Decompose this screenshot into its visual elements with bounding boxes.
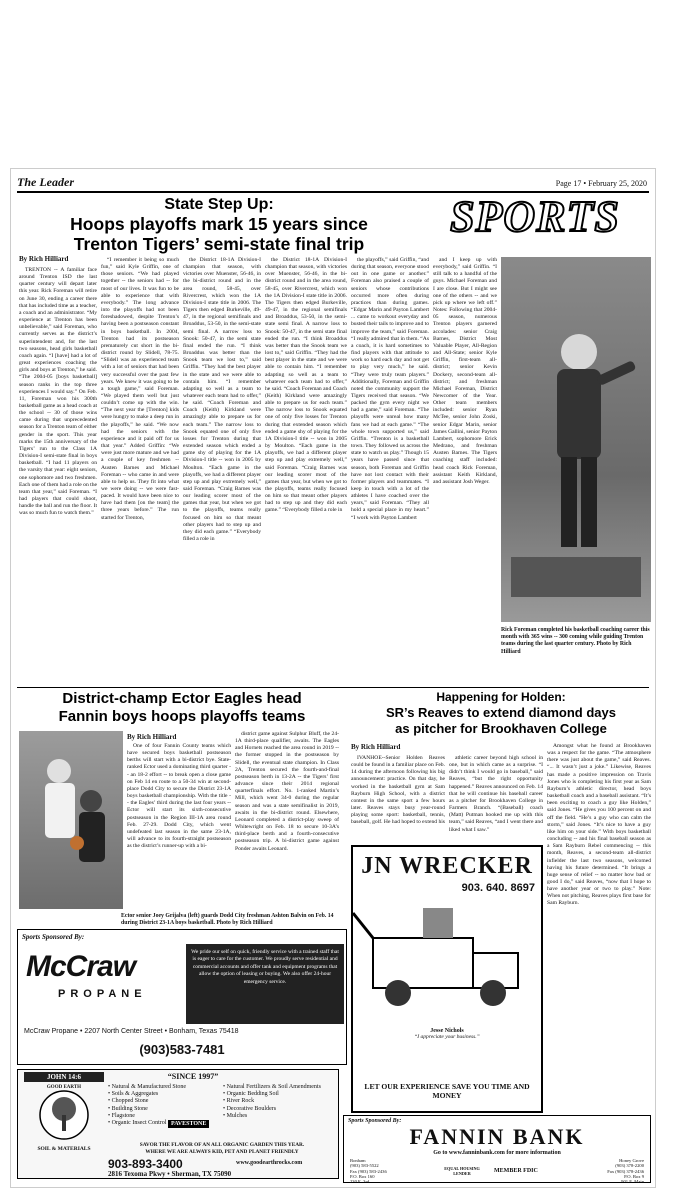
story2-byline: By Rich Hilliard [127,733,177,741]
good-earth-address: 2816 Texoma Pkwy • Sherman, TX 75090 [108,1170,232,1178]
tow-truck-icon [353,898,541,1028]
story1-column-2: “I remember it being so much fun,” said Kyle Griffin, one of those seniors. “We had played together -- the seniors had -- for most of our lives. It was fun to be able to experience that with everybody.” The long advance into the playoffs had not been foreshadowed, despite Trenton’s having been a postseason constant in boys basketball. In 2004, Trenton had its postseason prematurely cut short in the bi-district round by Slidell, 78-75. “Slidell was an experienced team with a lot of seniors that had been very successful over the past few years. We knew it was going to be a tough game,” said Foreman. “We played them well but just couldn’t come up with the win. “The next year the [Trenton] kids were hungry to make a deep run in the playoffs,” he said. “We now had the seniors with the experience and it paid off for us that year.” Added Griffin: “We were just more mature and we had a couple of key freshmen -- Austen Barnes and Michael Foreman -- who came in and were able to help us. They fit into what we were doing -- we were fast-paced. It would have been nice to have had them [on the team] the three years before.” The run started for Trenton, [101,257,179,521]
good-earth-items-left: • Natural & Manufactured Stone • Soils & Aggregates • Chopped Stone • Building Stone • Flagstone • Organic Insect Control [108,1084,187,1126]
players-figure-icon [19,731,123,909]
equal-housing-lender: EQUAL HOUSING LENDER [444,1166,480,1176]
story3-headline-1: SR’s Reaves to extend diamond days [386,705,616,720]
fannin-bank-ad [343,1115,651,1183]
fannin-sponsor-label: Sports Sponsored By: [348,1118,402,1124]
tree-logo-icon [24,1085,104,1145]
good-earth-brand-top: GOOD EARTH [46,1085,82,1090]
story3-byline: By Rich Hilliard [351,743,401,751]
story1-column-3: the District 18-1A Division-I champion that season, with victories over Muenster, 56-46, in the bi-district round and in the area round, 58-45, over Rivercrest, which won the 1A Division-I state title in 2006. The Tigers then edged Burkeville, 49-47, in the regional semifinals and Broaddus, 53-50, in the semi-state semi final. A narrow loss to Snook: 50-47, in the semi state final ended the run. “I think Broaddus was better than the Snook team we lost to,” said Griffin. “They had the best player in the state and we were able to contain him. “I remember adapting so well as a team to whatever each team had to offer,” he said. “Coach Foreman and Coach (Keith) Kirkland were amazingly able to prepare us for each team.” The narrow loss to Snook equated one of only five losses for Trenton during that extended season which ended a game shy of playing for the 1A Division-I title -- won in 2005 by Moulton. “Each game in the playoffs, we had a different player step up and play extremely well,” said Foreman. “Craig Barnes was our leading scorer most of the games that year, but when we got to the playoffs, teams really focused on him so that meant other players had to step up and they did each game.” “Everybody filled a role in [183,257,261,543]
fannin-website: Go to www.fanninbank.com for more information [433,1150,561,1156]
story1-headline-2: Trenton Tigers’ semi-state final trip [73,234,365,254]
story3-kicker: Happening for Holden: [436,690,566,704]
coach-figure-icon [501,257,651,622]
wrecker-owner: Jesse Nichols [430,1028,464,1034]
good-earth-website: www.goodearthrocks.com [236,1160,303,1166]
story1-kicker: State Step Up: [164,196,274,213]
story1-column-3b: the District 18-1A Division-I champion that season, with victories over Muenster, 56-46, in the bi-district round and in the area round, 58-45, over Rivercrest, which won the 1A Division-I state title in 2006. The Tigers then edged Burkeville, 49-47, in the regional semifinals and Broaddus, 53-50, in the semi-state semi final. A narrow loss to Snook: 50-47, in the semi state final ended the run. “I think Broaddus was better than the Snook team we lost to,” said Griffin. “They had the best player in the state and we were able to contain him. “I remember adapting so well as a team to whatever each team had to offer,” he said. “Coach Foreman and Coach (Keith) Kirkland were amazingly able to prepare us for each team.” The narrow loss to Snook equated one of only five losses for Trenton during that extended season which ended a game shy of playing for the 1A Division-I title -- won in 2005 by Moulton. “Each game in the playoffs, we had a different player step up and play extremely well,” said Foreman. “Craig Barnes was our leading scorer most of the games that year, but when we got to the playoffs, teams really focused on him so that meant other players had to step up and they did each game.” “Everybody filled a role in [265,257,347,514]
good-earth-tagline-2: WHERE WE ARE ALWAYS KID, PET AND PLANET FRIENDLY [145,1149,299,1155]
mccraw-brand: McCraw [26,950,136,983]
good-earth-phone: 903-893-3400 [108,1157,183,1171]
good-earth-tagline-1: SAVOR THE FLAVOR OF AN ALL ORGANIC GARDEN THIS YEAR. [139,1142,305,1148]
pavestone-badge: PAVESTONE [168,1120,209,1128]
good-earth-logo [24,1085,104,1145]
masthead-name: The Leader [17,175,74,189]
basketball-photo [19,731,123,909]
story1-headline-1: Hoops playoffs mark 15 years since [70,214,368,234]
page-folio: Page 17 • February 25, 2020 [555,179,647,188]
member-fdic: MEMBER FDIC [494,1168,538,1174]
mccraw-sponsor-label: Sports Sponsored By: [22,933,85,941]
good-earth-verse: JOHN 14:6 [24,1072,104,1082]
fannin-bonham-info: Bonham (903) 583-5522 Fax (903) 583-2436 P.O. Box 160 230 E. 3rd [350,1158,387,1185]
story1-column-1: TRENTON -- A familiar face around Trenton ISD the last quarter century will depart later this year. Rick Foreman will retire on June 30, ending a career there that has included time as a teacher, a coach and an administrator. “My experience at Trenton has been unbelievable,” said Foreman, who currently serves as the district’s superintendent and, for the last two seasons, head girls basketball coach again. “I [have] had a lot of great experiences coaching the girls and boys at Trenton,” he said. “The 2004-05 [boys basketball] season ranks in the top three experiences I would say.” On Feb. 11, Foreman won his 300th basketball game as a head coach at the school -- 30 of those wins came during that unprecedented season for a Trenton team of either gender in the sport. This year marks the 15th anniversary of the Tigers’ run to the Class 1A Division-I semi-state final in boys basketball. “I had 11 players on the varsity that year: eight seniors, one sophomore and two freshmen. Each one of them had a role on the team that year,” said Foreman. “I had players that could shoot, handle the ball and run the floor. It was so much fun to watch them.” [19,267,97,517]
story3-headline-2: as pitcher for Brookhaven College [395,721,607,736]
mccraw-blurb: We pride our self on quick, friendly service with a trained staff that is eager to care for the customer. We proudly serve residential and commercial accounts and offer tank and equipment programs that allow the option of leasing or buying. We also offer 24-hour emergency service. [186,944,344,1024]
good-earth-since: “SINCE 1997” [167,1072,219,1081]
wrecker-owner-tag: “I appreciate your business.” [414,1034,480,1040]
sports-section-art: SPORTS [450,192,620,241]
wrecker-phone: 903. 640. 8697 [461,882,535,894]
story1-byline: By Rich Hilliard [19,255,69,263]
story2-headline-2: Fannin boys hoops playoffs teams [58,708,306,725]
story1-column-4: the playoffs,” said Griffin, “and during that season, everyone stood out in one game or another.” Foreman also praised a couple of seniors whose contributions occurred more often during practices than during games. “Edgar Marin and Payton Lambert ... came to workout everyday and busted their tails to improve and to improve the team,” said Foreman. “I really admired that in them. “As a coach, it is hard sometimes to find players with that attitude to work so hard each day and not get to play very much,” he said. “They were truly team players.” Additionally, Foreman and Griffin noted the community support the Tigers received that season. “We packed the gym every night we had a game,” said Foreman. “The playoffs were unreal how many fans we had at each game.” “The whole town supported us,” said Griffin. “Trenton is a basketball town. They followed us across the state to watch us play.” Though 15 years have passed since that season, both Foreman and Griffin have not lost contact with their former players and teammates. “I keep in touch with a lot of the athletes I have coached over the years,” said Foreman. “They all hold a special place in my heart.” “I work with Payton Lambert [351,257,429,521]
story2-column-1: One of four Fannin County teams which have secured boys basketball postseason berths will start with a bi-district bye. State-ranked Ector used a dominating third quarter -- an 18-2 effort -- to break open a close game on Feb 14 en route to a 50-34 win at second-place Dodd City to secure the District 23-1A boys basketball championship. With the title -- the Eagles’ third during the last four years -- Ector will start its sixth-consecutive postseason in the Region III-1A area round Feb. 27-29. Dodd City, which went undefeated last season in the same 23-1A, will advance to its fourth-straight postseason as the district’s runner-up with a bi- [127,743,231,850]
wrecker-name: JN WRECKER [361,853,533,879]
story3-column-2: athletic career beyond high school in one, but in which came as a surprise. “I didn’t think I would go in baseball,” said Reaves, “but the right opportunity happened.” Reaves announced on Feb. 14 that he will continue his baseball career as a pitcher for Brookhaven College in Farmers Branch. “(Baseball) coach (Matt) Putman hooked me up with this team,” said Reaves, “and I went there and liked what I saw.” [449,755,543,833]
story1-column-5: and I keep up with everybody,” said Griffin. “I still talk to a handful of the guys. Michael Foreman and I are close. But I might see one of the others -- and we pick up where we left off.” Notes: Following that 2004-05 season, numerous Trenton players garnered accolades: senior Craig Barnes, District Most Valuable Player, All-Region and All-State; senior Kyle Griffin, first-team all-district; senior Kevin Dockery, second-team all-district; and freshman Michael Foreman, District Newcomer of the Year. Other team members included: senior Ryan McTee, senior John Zoski, senior Edgar Marin, senior James Gallini, senior Payton Lambert, sophomore Erick Medrano, and freshman Austen Barnes. The Tigers coaching staff included: head coach Rick Foreman, assistant Keith Kirkland, and assistant Josh Weger. [433,257,497,485]
story2-headline-1: District-champ Ector Eagles head [62,690,302,707]
good-earth-ad [17,1069,339,1179]
story2-column-2: district game against Sulphur Bluff, the 24-1A third-place qualifier, awaits. The Eagles and Hornets reached the area round in 2019 -- the former stopped in the postseason by Slidell, the eventual state champion. In Class 2A, Trenton secured the fourth-and-final postseason berth in 13-2A -- the Tigers’ first advance since their 2014 regional quarterfinals effort. No. 1-ranked Martin’s Mill, which went 34-0 during the regular season and was a state semifinalist in 2019, awaits in the bi-district round. Elsewhere, Leonard completed a district-play sweep of Whitewright on Feb. 18 to secure 10-3A’s third-place berth and a fourth-consecutive postseason trip. A bi-district game against Ponder awaits Leonard. [235,731,339,852]
wrecker-slogan: LET OUR EXPERIENCE SAVE YOU TIME AND MONEY [364,1082,530,1100]
story1-photo-caption: Rick Foreman completed his basketball coaching career this month with 365 wins -- 300 coming while guiding Trenton teams during the last quarter century. Photo by Rich Hilliard [501,627,650,655]
mccraw-propane: PROPANE [58,988,147,1000]
mccraw-propane-ad [17,929,347,1065]
newspaper-page [10,168,656,1188]
fannin-honey-grove-info: Honey Grove (903) 378-2200 Fax (903) 378-2436 P.O. Box 9 901 E. Main [607,1158,644,1185]
story3-column-1: IVANHOE--Senior Holden Reaves could be found in a familiar place on Feb. 14 during the afternoon following his big announcement: practice. On that day, he worked in the basketball gym at Sam Rayburn High School, with a district contest in the same sport a few hours later. Reaves stays busy year-round playing some sport: basketball, tennis, baseball, golf. He had hoped to extend his [351,755,445,826]
fannin-bank-name: FANNIN BANK [409,1124,585,1149]
coach-photo [501,257,651,622]
good-earth-brand-bottom: SOIL & MATERIALS [37,1146,91,1152]
section-divider [17,687,649,688]
mccraw-address: McCraw Propane • 2207 North Center Street • Bonham, Texas 75418 [24,1028,239,1035]
story2-photo-caption: Ector senior Joey Grijalva (left) guards Dodd City freshman Ashton Balvin on Feb. 14 during District 23-1A boys basketball. Photo by Rich Hilliard [121,913,334,927]
good-earth-items-right: • Natural Fertilizers & Soil Amendments • Organic Bedding Soil • River Rock • Decorative Boulders • Mulches [223,1084,321,1119]
story3-column-3: Amongst what he found at Brookhaven was a respect for the game. “The atmosphere there was just about the game,” said Reaves. “... It wasn’t just a joke.” Likewise, Reaves has made a positive impression on Travis Jones who is completing his first year as Sam Rayburn’s athletic director, head boys basketball coach and a baseball assistant. “It’s been exciting to coach a guy like Holden,” said Jones. “He gives you 100 percent on and off the field. “He’s a guy who can calm the storm,” said Jones. “It’s nice to have a guy like him on your side.” With boys basketball concluding -- and his final baseball season as a Sam Rayburn Rebel commencing -- this month, Reaves, a second-team all-district infielder the last two seasons, welcomed having his future determined. “It brings a huge sense of relief -- no matter how bad or good I do,” said Reaves, “now that I hope to have another year or two to play.” Note: When not pitching, Reaves plays first base for Sam Rayburn. [547,743,651,907]
jn-wrecker-ad [351,845,543,1113]
mccraw-phone: (903)583-7481 [139,1042,225,1057]
